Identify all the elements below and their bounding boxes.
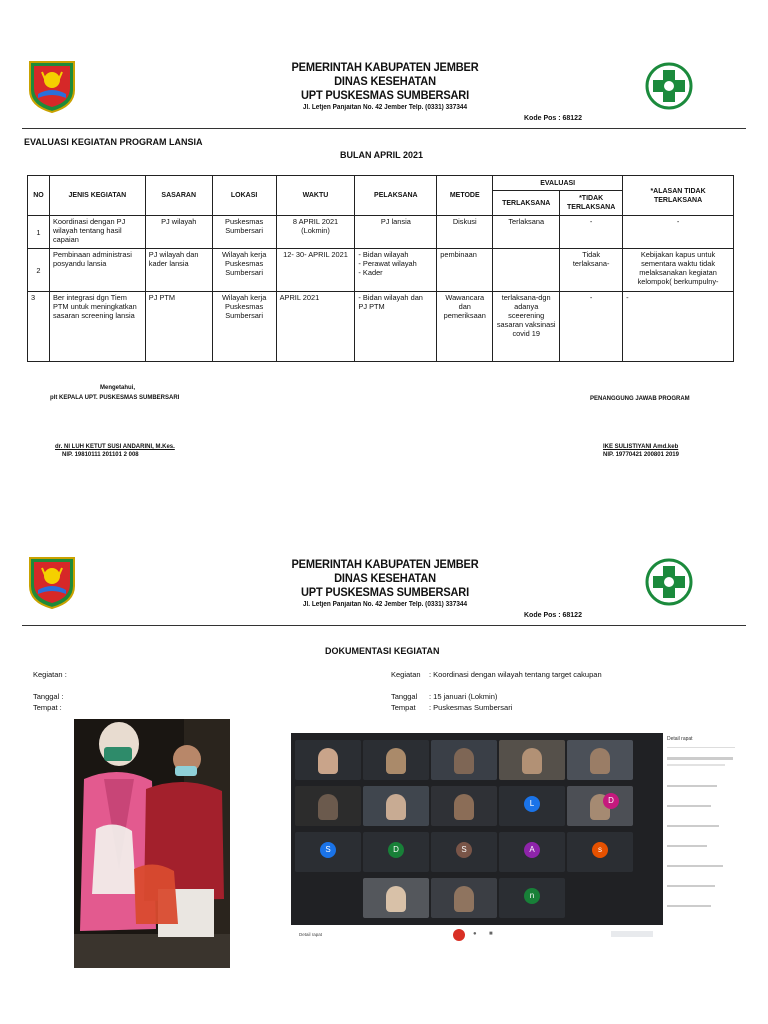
meeting-tile bbox=[363, 832, 429, 872]
letterhead-line2: DINAS KESEHATAN bbox=[334, 571, 436, 585]
participant-video bbox=[454, 886, 474, 912]
letterhead-address: Jl. Letjen Panjaitan No. 42 Jember Telp. (0331) 337344 bbox=[302, 104, 468, 111]
cell-lokasi: Wilayah kerja Puskesmas Sumbersari bbox=[212, 292, 276, 362]
col-tidak-terlaksana: *TIDAK TERLAKSANA bbox=[560, 191, 623, 216]
meeting-tile bbox=[363, 786, 429, 826]
letterhead-address: Jl. Letjen Panjaitan No. 42 Jember Telp. (0331) 337344 bbox=[302, 601, 468, 608]
meeting-grid bbox=[291, 733, 663, 923]
cell-pelaksana: PJ lansia bbox=[355, 216, 437, 249]
end-call-icon[interactable] bbox=[453, 929, 465, 941]
cell-tidak: - bbox=[560, 216, 623, 249]
participant-avatar: S bbox=[456, 842, 472, 858]
jember-crest-icon bbox=[28, 556, 76, 609]
doc-right-tempat-value: : Puskesmas Sumbersari bbox=[429, 703, 513, 712]
cell-alasan: - bbox=[623, 292, 734, 362]
meeting-tile bbox=[431, 740, 497, 780]
cell-waktu: 12- 30- APRIL 2021 bbox=[276, 249, 355, 292]
cell-lokasi: Wilayah kerja Puskesmas Sumbersari bbox=[212, 249, 276, 292]
cell-pelaksana: - Bidan wilayah dan PJ PTM bbox=[355, 292, 437, 362]
meeting-tile bbox=[295, 740, 361, 780]
sig-left-name: dr. NI LUH KETUT SUSI ANDARINI, M.Kes. bbox=[55, 444, 175, 450]
letterhead-line3: UPT PUSKESMAS SUMBERSARI bbox=[301, 88, 469, 102]
mic-icon[interactable]: ● bbox=[473, 931, 477, 937]
meeting-tile bbox=[567, 832, 633, 872]
cell-tidak: - bbox=[560, 292, 623, 362]
chat-message bbox=[667, 764, 725, 766]
doc-left-kegiatan: Kegiatan : bbox=[33, 670, 67, 679]
participant-video bbox=[454, 794, 474, 820]
letterhead-line1: PEMERINTAH KABUPATEN JEMBER bbox=[291, 60, 479, 74]
sig-right-nip: NIP. 19770421 200801 2019 bbox=[603, 452, 679, 458]
report-title: EVALUASI KEGIATAN PROGRAM LANSIA bbox=[24, 137, 203, 147]
chat-message bbox=[667, 885, 715, 887]
cell-no: 3 bbox=[28, 292, 50, 362]
documentation-title: DOKUMENTASI KEGIATAN bbox=[325, 646, 440, 656]
cell-sasaran: PJ wilayah dan kader lansia bbox=[145, 249, 212, 292]
meeting-tile bbox=[431, 832, 497, 872]
participant-video bbox=[522, 748, 542, 774]
participant-avatar: n bbox=[524, 888, 540, 904]
table-row bbox=[28, 249, 734, 292]
participant-avatar: L bbox=[524, 796, 540, 812]
meeting-tile bbox=[567, 786, 633, 826]
table-header-row bbox=[28, 176, 734, 191]
header-divider-top bbox=[22, 128, 746, 129]
meeting-tile bbox=[499, 786, 565, 826]
cell-no: 1 bbox=[28, 216, 50, 249]
doc-right-kegiatan-label: Kegiatan bbox=[391, 670, 421, 679]
participant-avatar: S bbox=[320, 842, 336, 858]
meeting-details-link[interactable]: Detail rapat bbox=[299, 932, 323, 937]
participant-video bbox=[386, 748, 406, 774]
chat-divider bbox=[667, 747, 735, 748]
cell-no: 2 bbox=[28, 249, 50, 292]
col-metode: METODE bbox=[437, 176, 493, 216]
letterhead-top bbox=[240, 60, 530, 111]
participant-avatar: s bbox=[592, 842, 608, 858]
col-jenis: JENIS KEGIATAN bbox=[49, 176, 145, 216]
participant-avatar: D bbox=[603, 793, 619, 809]
participant-avatar: A bbox=[524, 842, 540, 858]
col-lokasi: LOKASI bbox=[212, 176, 276, 216]
meeting-tile bbox=[431, 878, 497, 918]
cell-lokasi: Puskesmas Sumbersari bbox=[212, 216, 276, 249]
chat-message bbox=[667, 785, 717, 787]
chat-message bbox=[667, 805, 711, 807]
activity-photo-illustration bbox=[74, 719, 230, 968]
col-evaluasi: EVALUASI bbox=[493, 176, 623, 191]
chat-message bbox=[667, 757, 733, 760]
meeting-toolbar bbox=[291, 925, 740, 945]
cell-waktu: APRIL 2021 bbox=[276, 292, 355, 362]
cell-metode: Diskusi bbox=[437, 216, 493, 249]
jember-crest-icon bbox=[28, 60, 76, 113]
doc-right-tempat-label: Tempat bbox=[391, 703, 416, 712]
camera-icon[interactable]: ■ bbox=[489, 931, 493, 937]
postcode-top: Kode Pos : 68122 bbox=[524, 115, 582, 122]
cell-terlaksana bbox=[493, 249, 560, 292]
jember-logo-bottom bbox=[28, 556, 76, 609]
doc-left-tanggal: Tanggal : bbox=[33, 692, 64, 701]
cell-alasan: Kebijakan kapus untuk sementara waktu tidak melaksanakan kegiatan kelompok( berkumpulny- bbox=[623, 249, 734, 292]
table-row bbox=[28, 292, 734, 362]
report-month: BULAN APRIL 2021 bbox=[340, 150, 424, 160]
sig-right-role: PENANGGUNG JAWAB PROGRAM bbox=[590, 396, 690, 402]
cell-metode: Wawancara dan pemeriksaan bbox=[437, 292, 493, 362]
participant-video bbox=[386, 886, 406, 912]
cell-sasaran: PJ PTM bbox=[145, 292, 212, 362]
present-button[interactable] bbox=[611, 931, 653, 937]
col-no: NO bbox=[28, 176, 50, 216]
cell-pelaksana: - Bidan wilayah - Perawat wilayah - Kader bbox=[355, 249, 437, 292]
doc-left-tempat: Tempat : bbox=[33, 703, 62, 712]
cell-metode: pembinaan bbox=[437, 249, 493, 292]
puskesmas-logo-top bbox=[645, 62, 693, 110]
col-sasaran: SASARAN bbox=[145, 176, 212, 216]
meeting-tile bbox=[363, 740, 429, 780]
participant-video bbox=[318, 794, 338, 820]
cell-waktu: 8 APRIL 2021 (Lokmin) bbox=[276, 216, 355, 249]
participant-avatar: D bbox=[388, 842, 404, 858]
meeting-tile bbox=[431, 786, 497, 826]
puskesmas-logo-bottom bbox=[645, 558, 693, 606]
chat-message bbox=[667, 845, 707, 847]
chat-message bbox=[667, 905, 711, 907]
cell-jenis: Koordinasi dengan PJ wilayah tentang hasil capaian bbox=[49, 216, 145, 249]
letterhead-line2: DINAS KESEHATAN bbox=[334, 74, 436, 88]
meeting-tile bbox=[567, 740, 633, 780]
cell-alasan: - bbox=[623, 216, 734, 249]
cell-terlaksana: terlaksana-dgn adanya sceerening sasaran vaksinasi covid 19 bbox=[493, 292, 560, 362]
chat-message bbox=[667, 825, 719, 827]
sig-left-role: plt KEPALA UPT. PUSKESMAS SUMBERSARI bbox=[50, 395, 180, 401]
sig-left-nip: NIP. 19810111 201101 2 008 bbox=[62, 452, 139, 458]
header-divider-bottom bbox=[22, 625, 746, 626]
puskesmas-cross-icon bbox=[645, 558, 693, 606]
sig-right-name: IKE SULISTIYANI Amd.keb bbox=[603, 444, 679, 450]
participant-video bbox=[590, 748, 610, 774]
meeting-tile bbox=[499, 878, 565, 918]
postcode-bottom: Kode Pos : 68122 bbox=[524, 612, 582, 619]
activity-photo bbox=[74, 719, 230, 968]
cell-jenis: Ber integrasi dgn Tiem PTM untuk meningkatkan sasaran screening lansia bbox=[49, 292, 145, 362]
col-alasan: *ALASAN TIDAK TERLAKSANA bbox=[623, 176, 734, 216]
jember-logo-top bbox=[28, 60, 76, 113]
cell-tidak: Tidak terlaksana- bbox=[560, 249, 623, 292]
doc-right-tanggal-label: Tanggal bbox=[391, 692, 418, 701]
cell-jenis: Pembinaan administrasi posyandu lansia bbox=[49, 249, 145, 292]
meeting-chat-panel bbox=[663, 733, 740, 945]
puskesmas-cross-icon bbox=[645, 62, 693, 110]
letterhead-bottom bbox=[240, 557, 530, 608]
doc-right-tanggal-value: : 15 januari (Lokmin) bbox=[429, 692, 498, 701]
table-row bbox=[28, 216, 734, 249]
participant-video bbox=[454, 748, 474, 774]
meeting-tile bbox=[499, 832, 565, 872]
participant-video bbox=[318, 748, 338, 774]
cell-terlaksana: Terlaksana bbox=[493, 216, 560, 249]
sig-left-know: Mengetahui, bbox=[100, 385, 136, 391]
cell-sasaran: PJ wilayah bbox=[145, 216, 212, 249]
participant-video bbox=[386, 794, 406, 820]
meeting-tile bbox=[295, 786, 361, 826]
video-meeting-screenshot bbox=[291, 733, 740, 945]
col-waktu: WAKTU bbox=[276, 176, 355, 216]
meeting-tile bbox=[295, 832, 361, 872]
meeting-tile bbox=[363, 878, 429, 918]
chat-panel-title: Detail rapat bbox=[667, 736, 693, 742]
evaluation-table bbox=[27, 175, 734, 362]
chat-message bbox=[667, 865, 723, 867]
letterhead-line1: PEMERINTAH KABUPATEN JEMBER bbox=[291, 557, 479, 571]
col-terlaksana: TERLAKSANA bbox=[493, 191, 560, 216]
meeting-tile bbox=[499, 740, 565, 780]
letterhead-line3: UPT PUSKESMAS SUMBERSARI bbox=[301, 585, 469, 599]
doc-right-kegiatan-value: : Koordinasi dengan wilayah tentang target cakupan bbox=[429, 670, 602, 679]
col-pelaksana: PELAKSANA bbox=[355, 176, 437, 216]
